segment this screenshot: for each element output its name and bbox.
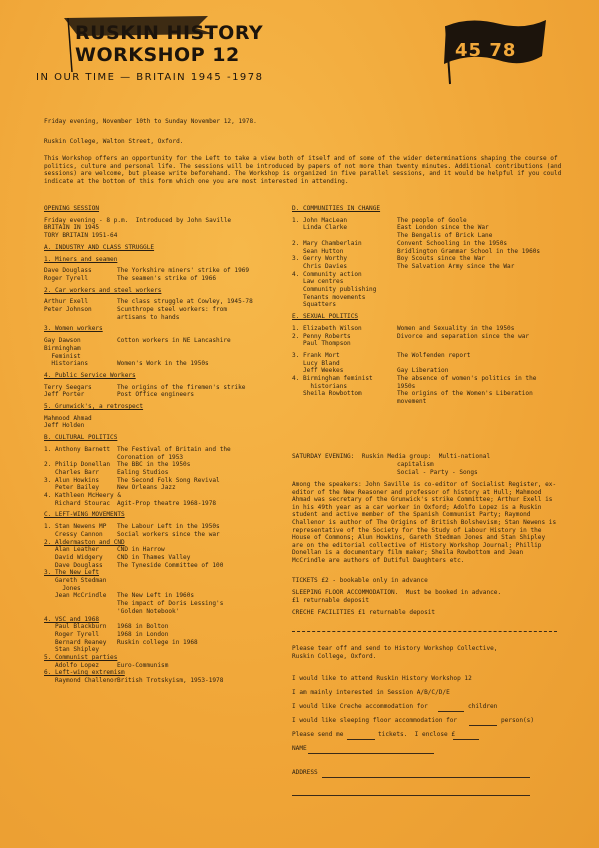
- session-heading: 2. Car workers and steel workers: [44, 286, 162, 294]
- session-speaker: 2. Penny Roberts: [292, 332, 351, 340]
- creche-request-label: I would like Creche accommodation for: [292, 703, 428, 710]
- event-description: This Workshop offers an opportunity for the Left to take a view both of itself and of some of the wider determinations shaping the course of politics, culture and personal life. The sessions will be introduced by papers of not more than twenty minutes. Additional contributions (and sessions) are welcome, but please write beforehand. The Workshop is organized in five parallel sessions, and it would be helpful if you could indicate at the bottom of this form which one you are most interested in attending.: [44, 155, 562, 185]
- session-heading: OPENING SESSION: [44, 205, 100, 212]
- session-topic: The seamen's strike of 1966: [117, 274, 217, 282]
- session-topic: artisans to hands: [117, 313, 180, 321]
- event-dates: Friday evening, November 10th to Sunday November 12, 1978.: [44, 118, 257, 125]
- session-line: TORY BRITAIN 1951-64: [44, 232, 118, 240]
- session-speaker: Historians: [44, 360, 89, 368]
- session-topic: 1968 in Bolton: [117, 623, 169, 631]
- session-topic: movement: [397, 398, 427, 406]
- session-speaker: Chris Davies: [292, 262, 348, 270]
- sleeping-count-field[interactable]: [469, 725, 497, 726]
- session-topic: Boy Scouts since the War: [397, 255, 486, 263]
- session-heading: D. COMMUNITIES IN CHANGE: [292, 205, 381, 212]
- session-speaker: Paul Blackburn: [44, 623, 107, 631]
- session-topic: CND in Thames Valley: [117, 553, 191, 561]
- session-topic: Gay Liberation: [397, 367, 449, 375]
- session-topic: Ealing Studios: [117, 468, 169, 476]
- session-speaker: Linda Clarke: [292, 224, 348, 232]
- session-speaker: Jeff Weekes: [292, 367, 344, 375]
- session-topic: Coronation of 1953: [117, 453, 184, 461]
- session-topic: The Bengalis of Brick Lane: [397, 232, 493, 240]
- session-topic: The impact of Doris Lessing's: [117, 600, 224, 608]
- session-line: Lucy Bland: [292, 359, 340, 367]
- session-line: Birmingham: [44, 344, 81, 352]
- subtitle: IN OUR TIME — BRITAIN 1945 -1978: [36, 72, 264, 83]
- session-speaker: Peter Johnson: [44, 306, 92, 313]
- session-topic: 1968 in London: [117, 630, 169, 638]
- creche-request-suffix: children: [468, 703, 498, 710]
- ticket-enclose-label: tickets. I enclose £: [378, 731, 456, 738]
- session-speaker: historians: [292, 382, 348, 390]
- ticket-request-label: Please send me: [292, 731, 344, 738]
- saturday-evening-line-1: SATURDAY EVENING: Ruskin Media group: Multi-national: [292, 453, 491, 460]
- session-heading: C. LEFT-WING MOVEMENTS: [44, 511, 125, 519]
- session-line: BRITAIN IN 1945: [44, 224, 100, 232]
- session-topic: The BBC in the 1950s: [117, 461, 191, 469]
- session-speaker: Arthur Exell: [44, 298, 89, 306]
- session-line: Law centres: [292, 278, 344, 286]
- session-heading: 4. VSC and 1968: [44, 615, 100, 623]
- payment-amount-field[interactable]: [453, 739, 479, 740]
- session-topic: East London since the War: [397, 224, 489, 232]
- session-topic: The origins of the firemen's strike: [117, 383, 246, 391]
- session-speaker: Dave Douglass: [44, 561, 103, 569]
- session-topic: British Trotskyism, 1953-1978: [117, 677, 224, 685]
- tear-off-line: [292, 631, 557, 632]
- attend-statement: I would like to attend Ruskin History Workshop 12: [292, 675, 472, 682]
- saturday-evening-line-3: Social - Party - Songs: [397, 469, 478, 476]
- session-heading: A. INDUSTRY AND CLASS STRUGGLE: [44, 243, 155, 251]
- session-speaker: Bernard Reaney: [44, 638, 107, 646]
- session-topic: The Labour Left in the 1950s: [117, 523, 220, 531]
- session-line: Jeff Holden: [44, 422, 85, 430]
- session-heading: 3. Women workers: [44, 325, 103, 333]
- session-speaker: 1. Stan Newens MP: [44, 523, 107, 531]
- session-line: Community publishing: [292, 286, 377, 293]
- session-speaker: Adolfo Lopez: [44, 661, 100, 669]
- name-field[interactable]: [308, 753, 434, 754]
- session-topic: Bridlington Grammar School in the 1960s: [397, 247, 541, 255]
- title-line-2: WORKSHOP 12: [75, 44, 240, 66]
- session-speaker: 3. Alun Howkins: [44, 476, 100, 484]
- creche-info: CRECHE FACILITIES £1 returnable deposit: [292, 609, 436, 616]
- session-topic: The Second Folk Song Revival: [117, 476, 220, 484]
- session-speaker: David Widgery: [44, 553, 103, 561]
- session-topic: The class struggle at Cowley, 1945-78: [117, 298, 253, 306]
- sleeping-request-label: I would like sleeping floor accommodation for: [292, 717, 458, 724]
- session-speaker: Peter Bailey: [44, 484, 100, 492]
- session-topic: The New Left in 1960s: [117, 592, 195, 600]
- address-field-line-2[interactable]: [292, 795, 530, 796]
- session-speaker: Sheila Rowbottom: [292, 390, 362, 398]
- sleeping-request-suffix: person(s): [501, 717, 535, 724]
- session-speaker: 2. Mary Chamberlain: [292, 239, 362, 247]
- session-topic: The Wolfenden report: [397, 351, 471, 359]
- session-topic: Social workers since the war: [117, 530, 220, 538]
- session-speaker: 3. Frank Mort: [292, 351, 340, 359]
- name-label: NAME: [292, 745, 307, 752]
- session-topic: The people of Goole: [397, 216, 467, 224]
- session-topic: The Tyneside Committee of 100: [117, 561, 224, 569]
- session-line: Feminist: [44, 352, 81, 360]
- session-line: Tenants movements: [292, 293, 366, 301]
- session-heading: 3. The New Left: [44, 569, 100, 577]
- session-line: Gareth Stedman: [44, 577, 107, 584]
- session-speaker: Jeff Porter: [44, 391, 85, 399]
- session-line: Friday evening - 8 p.m. Introduced by John Saville: [44, 216, 232, 224]
- session-speaker: Terry Seegars: [44, 383, 92, 391]
- session-speaker: Roger Tyrell: [44, 630, 100, 638]
- sleeping-deposit: £1 returnable deposit: [292, 597, 370, 604]
- session-heading: E. SEXUAL POLITICS: [292, 313, 359, 321]
- session-speaker: 2. Philip Donellan: [44, 461, 111, 469]
- session-topic: CND in Harrow: [117, 546, 165, 554]
- speakers-paragraph: Among the speakers: John Saville is co-editor of Socialist Register, ex-editor of the New Reasoner and professor of history at Hull; Mahmood Ahmad was secretary of the Grunwick's strike Committee; Arthur Exell is in his 49th year as a car worker in Oxford; Adolfo Lopez is a Ruskin student and active member of the Spanish Communist Party; Raymond Challenor is author of The Origins of British Bolshevism; Stan Newens is representative of the Society for the Study of Labour History in the House of Commons; Alun Howkins, Gareth Stedman Jones and Stan Shipley are on the editorial collective of History Workshop Journal; Phillip Donellan is a documentary film maker; Sheila Rowbottom and Jean McCrindle are authors of Dutiful Daughters etc.: [292, 481, 557, 564]
- session-line: Paul Thompson: [292, 340, 351, 348]
- session-heading: 5. Communist parties: [44, 654, 118, 661]
- session-topic: The Salvation Army since the War: [397, 262, 515, 270]
- saturday-evening-line-2: capitalism: [397, 461, 434, 468]
- session-topic: New Orleans Jazz: [117, 484, 176, 492]
- session-line: Mahmood Ahmad: [44, 414, 92, 422]
- session-topic: Cotton workers in NE Lancashire: [117, 337, 231, 345]
- session-topic: Agit-Prop theatre 1968-1978: [117, 499, 217, 507]
- session-speaker: Roger Tyrell: [44, 274, 89, 282]
- session-heading: 5. Grunwick's, a retrospect: [44, 403, 144, 410]
- session-topic: The Festival of Britain and the: [117, 445, 231, 453]
- session-topic: Women's Work in the 1950s: [117, 360, 209, 368]
- session-speaker: Alan Leather: [44, 546, 100, 554]
- session-speaker: 1. Anthony Barnett: [44, 445, 111, 453]
- address-field-line-1[interactable]: [322, 777, 530, 778]
- session-heading: 6. Left-wing extremism: [44, 669, 125, 677]
- session-topic: Convent Schooling in the 1950s: [397, 239, 508, 247]
- session-speaker: Charles Barr: [44, 468, 100, 476]
- session-speaker: Dave Douglass: [44, 267, 92, 275]
- tear-off-instruction: Please tear off and send to History Workshop Collective,: [292, 645, 498, 652]
- session-speaker: Richard Stourac: [44, 499, 111, 507]
- session-topic: 'Golden Notebook': [117, 607, 180, 615]
- session-speaker: 1. John MacLean: [292, 216, 348, 224]
- session-heading: B. CULTURAL POLITICS: [44, 434, 118, 442]
- ticket-count-field[interactable]: [347, 739, 375, 740]
- session-speaker: Cressy Cannon: [44, 530, 103, 538]
- session-topic: The absence of women's politics in the: [397, 375, 537, 382]
- session-interest: I am mainly interested in Session A/B/C/D/E: [292, 689, 450, 696]
- session-topic: Euro-Communism: [117, 661, 169, 669]
- session-line: Stan Shipley: [44, 646, 100, 654]
- session-speaker: Gay Dawson: [44, 337, 81, 345]
- return-address: Ruskin College, Oxford.: [292, 653, 377, 660]
- session-speaker: Raymond Challenor: [44, 677, 118, 685]
- session-line: Jones: [44, 584, 81, 592]
- session-heading: 1. Miners and seamen: [44, 255, 118, 263]
- session-line: 4. Community action: [292, 270, 362, 278]
- session-heading: 4. Public Service Workers: [44, 371, 136, 379]
- tickets-info: TICKETS £2 - bookable only in advance: [292, 577, 428, 584]
- badge-years: 45 78: [455, 40, 517, 61]
- address-label: ADDRESS: [292, 769, 318, 776]
- sleeping-info: SLEEPING FLOOR ACCOMMODATION. Must be booked in advance.: [292, 589, 502, 596]
- session-line: Squatters: [292, 301, 337, 309]
- session-topic: The origins of the Women's Liberation: [397, 390, 533, 398]
- session-speaker: 4. Birmingham feminist: [292, 375, 373, 382]
- session-speaker: Jean McCrindle: [44, 592, 107, 600]
- session-topic: The Yorkshire miners' strike of 1969: [117, 267, 250, 275]
- session-topic: Post Office engineers: [117, 391, 195, 399]
- session-heading: 2. Aldermaston and CND: [44, 538, 125, 546]
- event-venue: Ruskin College, Walton Street, Oxford.: [44, 138, 184, 145]
- session-topic: 1950s: [397, 382, 416, 390]
- session-topic: Scunthrope steel workers: from: [117, 306, 228, 313]
- session-line: 4. Kathleen McHeery &: [44, 492, 122, 499]
- title-line-1: RUSKIN HISTORY: [75, 22, 264, 44]
- session-speaker: 3. Gerry Worthy: [292, 255, 348, 263]
- session-topic: Women and Sexuality in the 1950s: [397, 324, 515, 332]
- session-speaker: Sean Hutton: [292, 247, 344, 255]
- session-topic: Ruskin college in 1968: [117, 638, 198, 646]
- session-speaker: 1. Elizabeth Wilson: [292, 324, 362, 332]
- creche-count-field[interactable]: [438, 711, 464, 712]
- session-topic: Divorce and separation since the war: [397, 332, 530, 340]
